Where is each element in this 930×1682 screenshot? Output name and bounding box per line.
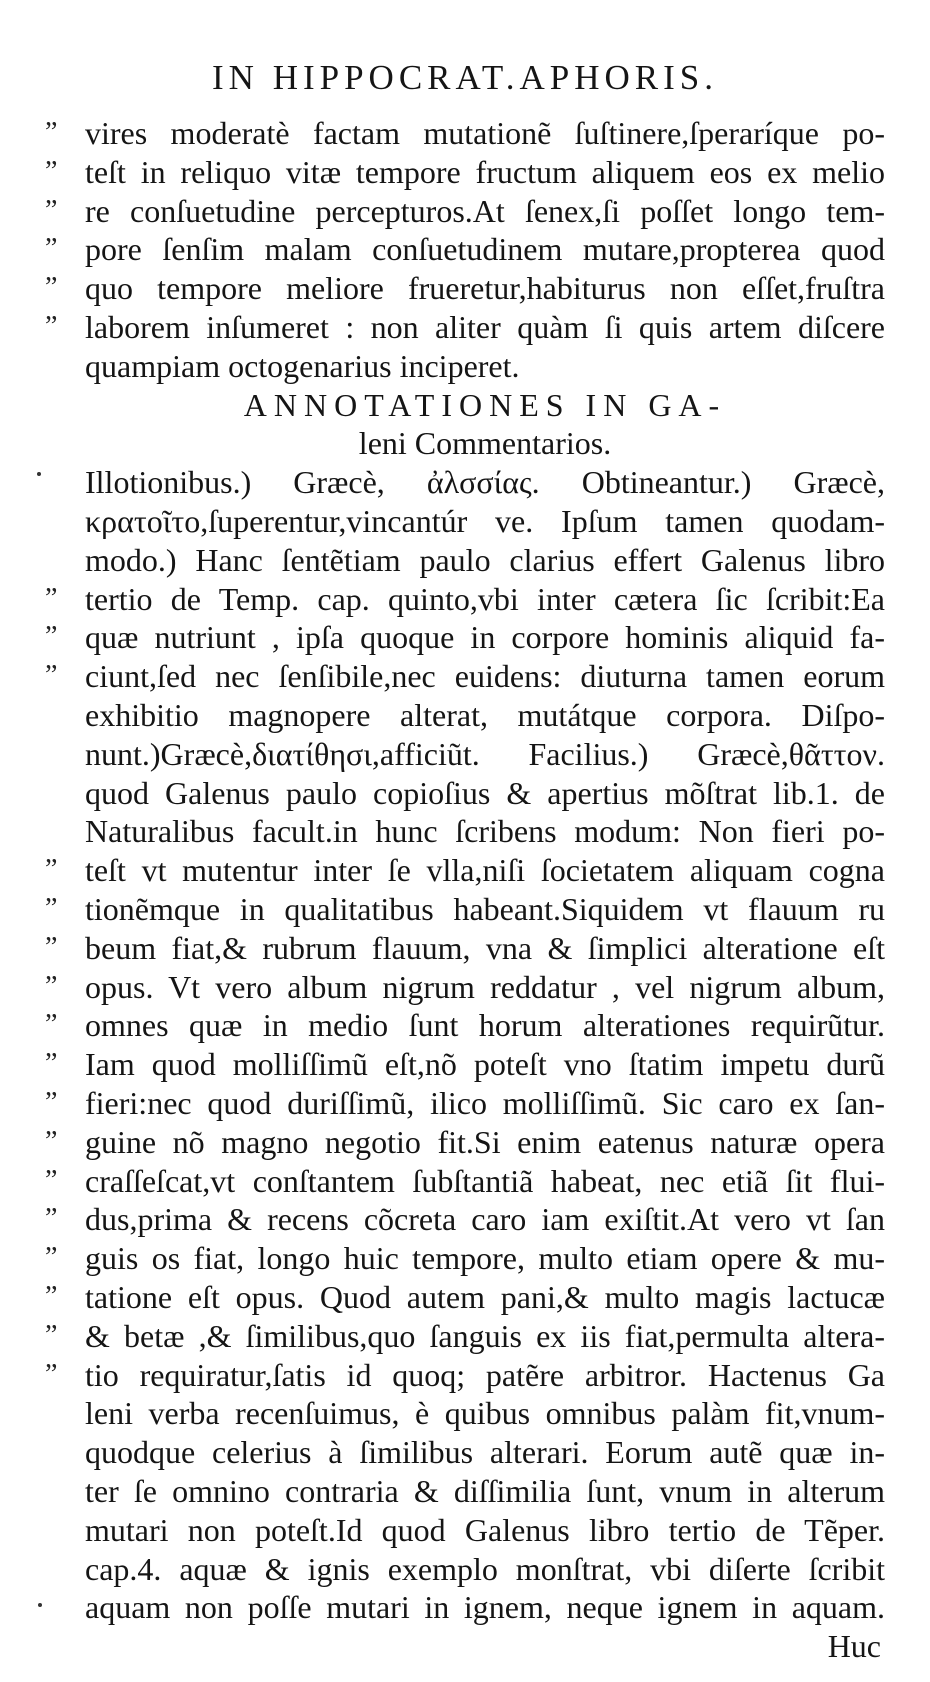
text-line: tio requiratur,ſatis id quoq; patẽre arbitror. Hactenus Ga: [85, 1356, 885, 1393]
text-line: quod Galenus paulo copioſius & apertius mõſtrat lib.1. de: [85, 774, 885, 811]
quotation-margin-mark: ”: [45, 117, 58, 148]
quotation-margin-mark: ”: [45, 311, 58, 342]
quotation-margin-mark: ”: [45, 1009, 58, 1041]
quotation-margin-mark: ”: [45, 1203, 58, 1235]
text-line: & betæ ,& ſimilibus,quo ſanguis ex iis fiat,permulta altera-: [85, 1317, 885, 1354]
quotation-margin-mark: ”: [45, 621, 58, 653]
text-line: κρατοῖτο,ſuperentur,vincantúr ve. Ipſum tamen quodam-: [85, 503, 885, 539]
text-line: Iam quod molliſſimũ eſt,nõ poteſt vno ſtatim impetu durũ: [85, 1046, 885, 1083]
text-line: tatione eſt opus. Quod autem pani,& multo magis lactucæ: [85, 1279, 885, 1315]
quotation-margin-mark: ”: [45, 1087, 58, 1118]
quotation-margin-mark: ”: [45, 1048, 58, 1080]
margin-speck: [37, 472, 41, 476]
quotation-margin-mark: ”: [45, 233, 58, 265]
text-line: teſt vt mutentur inter ſe vlla,niſi ſocietatem aliquam cogna: [85, 852, 885, 889]
section-heading: ANNOTATIONES IN GA-: [243, 386, 727, 423]
text-line: quæ nutriunt , ipſa quoque in corpore hominis aliquid fa-: [85, 619, 885, 656]
text-line: guis os fiat, longo huic tempore, multo etiam opere & mu-: [85, 1240, 885, 1277]
text-line: tertio de Temp. cap. quinto,vbi inter cætera ſic ſcribit:Ea: [85, 580, 885, 617]
quotation-margin-mark: ”: [45, 970, 58, 1002]
text-line: quampiam octogenarius inciperet.: [85, 347, 520, 384]
quotation-margin-mark: ”: [45, 1319, 58, 1351]
text-line: laborem inſumeret : non aliter quàm ſi quis artem diſcere: [85, 309, 885, 345]
quotation-margin-mark: ”: [45, 1125, 58, 1157]
catchword: Huc: [827, 1628, 881, 1665]
text-line: Naturalibus facult.in hunc ſcribens modum: Non fieri po-: [85, 813, 885, 850]
text-line: modo.) Hanc ſentẽtiam paulo clarius effert Galenus libro: [85, 541, 885, 578]
text-line: ciunt,ſed nec ſenſibile,nec euidens: diuturna tamen eorum: [85, 658, 885, 695]
quotation-margin-mark: ”: [45, 931, 58, 963]
text-line: aquam non poſſe mutari in ignem, neque ignem in aquam.: [85, 1589, 885, 1626]
quotation-margin-mark: ”: [45, 893, 58, 924]
text-line: quo tempore meliore frueretur,habiturus non eſſet,fruſtra: [85, 270, 885, 307]
quotation-margin-mark: ”: [45, 1242, 58, 1274]
text-line: ter ſe omnino contraria & diſſimilia ſunt, vnum in alterum: [85, 1473, 885, 1509]
margin-speck: [38, 1603, 42, 1607]
text-line: vires moderatè factam mutationẽ ſuſtinere,ſperaríque po-: [85, 115, 885, 151]
running-header: IN HIPPOCRAT.APHORIS.: [212, 58, 718, 97]
text-line: dus,prima & recens cõcreta caro iam exiſtit.At vero vt ſan: [85, 1201, 885, 1238]
quotation-margin-mark: ”: [45, 854, 58, 886]
text-line: exhibitio magnopere alterat, mutátque corpora. Diſpo-: [85, 697, 885, 733]
text-line: Illotionibus.) Græcè, ἀλσσίας. Obtineantur.) Græcè,: [85, 464, 885, 501]
quotation-margin-mark: ”: [45, 194, 58, 226]
text-line: cap.4. aquæ & ignis exemplo monſtrat, vbi diſerte ſcribit: [85, 1550, 885, 1587]
text-line: opus. Vt vero album nigrum reddatur , vel nigrum album,: [85, 968, 885, 1005]
text-line: omnes quæ in medio ſunt horum alterationes requirũtur.: [85, 1007, 885, 1044]
text-line: teſt in reliquo vitæ tempore fructum aliquem eos ex melio: [85, 153, 885, 190]
text-line: quodque celerius à ſimilibus alterari. Eorum autẽ quæ in-: [85, 1434, 885, 1471]
text-line: fieri:nec quod duriſſimũ, ilico molliſſimũ. Sic caro ex ſan-: [85, 1085, 885, 1121]
quotation-margin-mark: ”: [45, 1358, 58, 1390]
text-line: re conſuetudine percepturos.At ſenex,ſi poſſet longo tem-: [85, 192, 885, 229]
text-line: mutari non poteſt.Id quod Galenus libro tertio de Tẽper.: [85, 1511, 885, 1548]
text-line: pore ſenſim malam conſuetudinem mutare,propterea quod: [85, 231, 885, 268]
text-line: tionẽmque in qualitatibus habeant.Siquidem vt flauum ru: [85, 891, 885, 927]
quotation-margin-mark: ”: [45, 1164, 58, 1196]
quotation-margin-mark: ”: [45, 272, 58, 304]
quotation-margin-mark: ”: [45, 1281, 58, 1312]
text-line: guine nõ magno negotio fit.Si enim eatenus naturæ opera: [85, 1123, 885, 1160]
text-line: craſſeſcat,vt conſtantem ſubſtantiã habeat, nec etiã ſit flui-: [85, 1162, 885, 1199]
text-line: leni verba recenſuimus, è quibus omnibus palàm fit,vnum-: [85, 1395, 885, 1432]
quotation-margin-mark: ”: [45, 582, 58, 614]
quotation-margin-mark: ”: [45, 155, 58, 187]
text-line: beum fiat,& rubrum flauum, vna & ſimplici alteratione eſt: [85, 929, 885, 966]
text-line: leni Commentarios.: [358, 425, 612, 462]
quotation-margin-mark: ”: [45, 660, 58, 692]
text-line: nunt.)Græcè,διατίθησι,afficiũt. Facilius.) Græcè,θᾶττον.: [85, 735, 885, 772]
